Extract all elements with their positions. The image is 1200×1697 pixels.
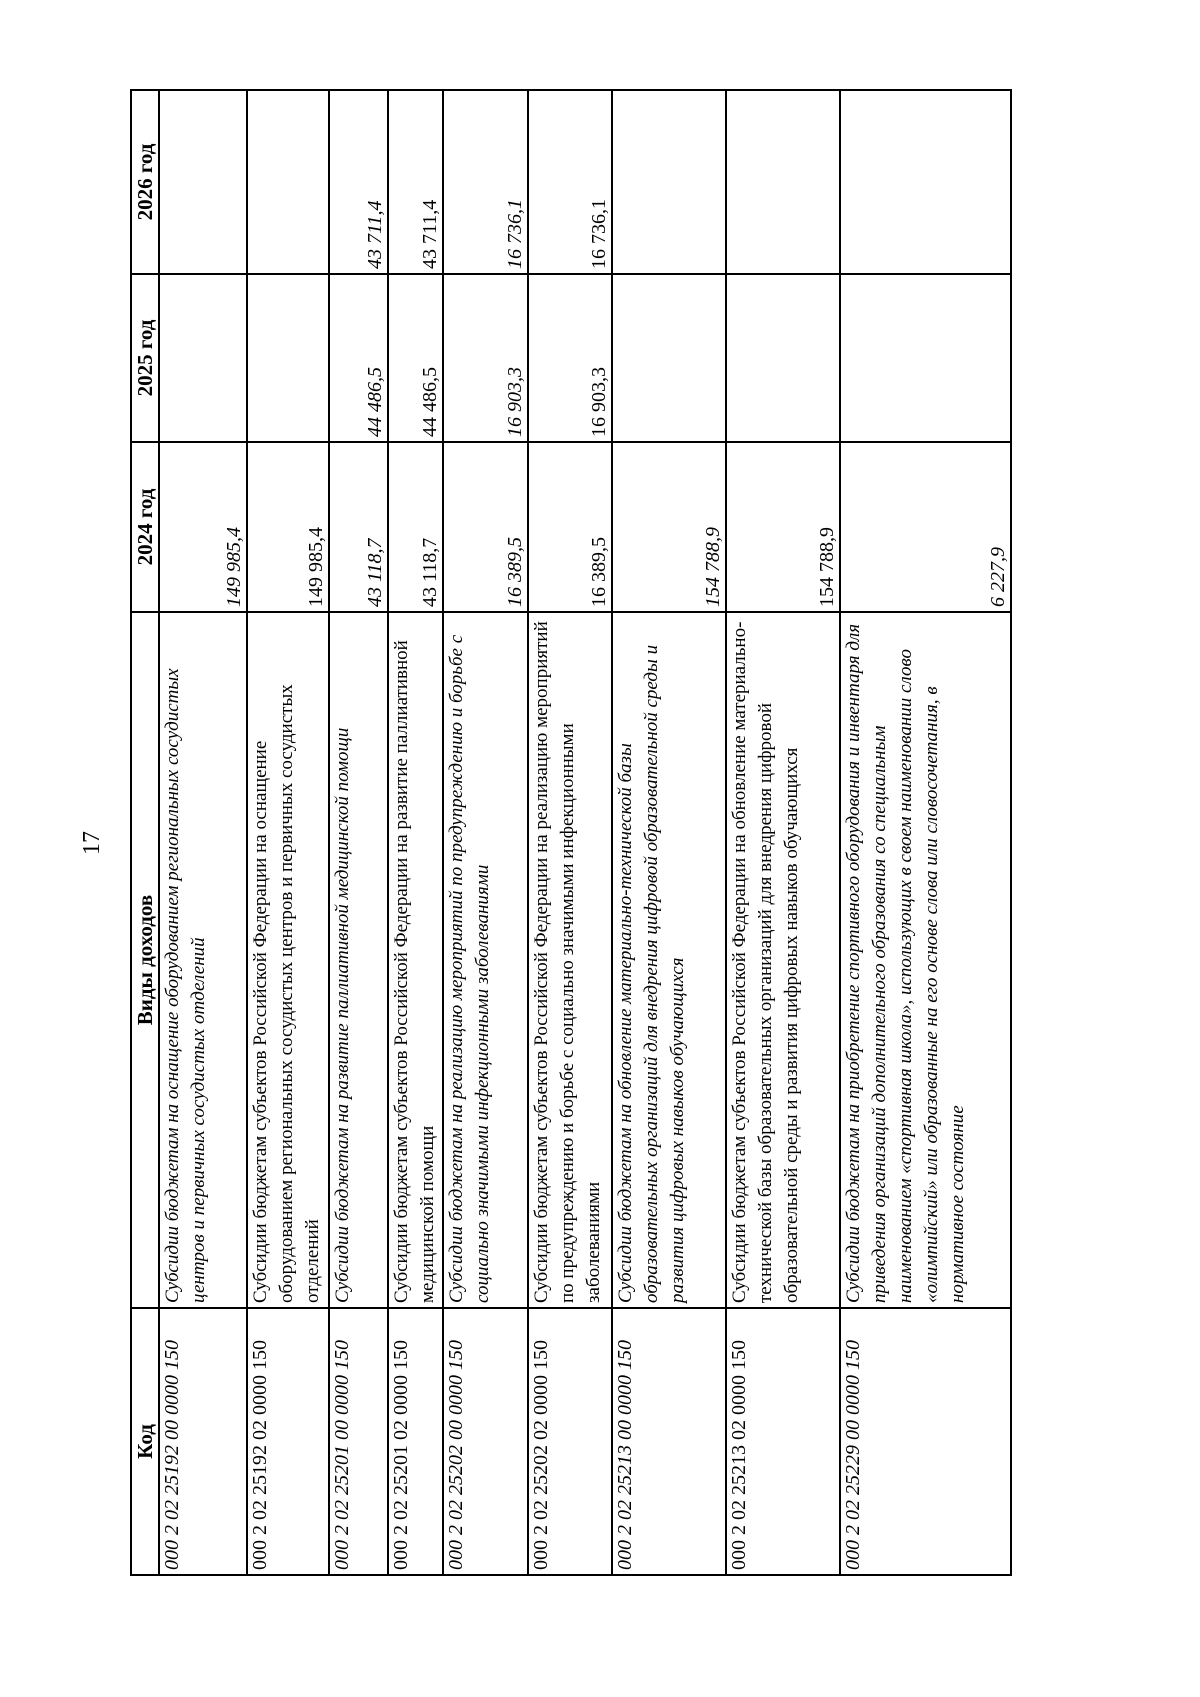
- table-row: [443, 90, 528, 1575]
- row-value-2025: 16 903,3: [443, 274, 528, 442]
- row-value-2025: 44 486,5: [329, 274, 387, 442]
- row-value-2026: [247, 90, 330, 274]
- row-value-2024: 154 788,9: [726, 442, 840, 612]
- row-value-2025: [726, 274, 840, 442]
- row-value-2024: 149 985,4: [159, 442, 247, 612]
- header-code: Код: [131, 1308, 159, 1575]
- rotated-table-container: [130, 91, 1012, 1576]
- header-year-2024: 2024 год: [131, 442, 159, 612]
- row-value-2026: 16 736,1: [528, 90, 613, 274]
- row-code: 000 2 02 25201 00 0000 150: [329, 1308, 387, 1575]
- row-value-2026: [726, 90, 840, 274]
- header-year-2025: 2025 год: [131, 274, 159, 442]
- row-value-2026: [159, 90, 247, 274]
- row-value-2026: 16 736,1: [443, 90, 528, 274]
- row-value-2026: 43 711,4: [329, 90, 387, 274]
- row-code: 000 2 02 25202 00 0000 150: [443, 1308, 528, 1575]
- row-value-2025: [612, 274, 726, 442]
- row-value-2024: 43 118,7: [329, 442, 387, 612]
- row-value-2024: 43 118,7: [388, 442, 443, 612]
- row-value-2025: [840, 274, 1011, 442]
- table-header-row: [131, 90, 159, 1575]
- row-description: Субсидии бюджетам на развитие паллиативной медицинской помощи: [329, 612, 387, 1308]
- table-row: [840, 90, 1011, 1575]
- row-value-2025: [247, 274, 330, 442]
- row-value-2026: 43 711,4: [388, 90, 443, 274]
- row-description: Субсидии бюджетам на приобретение спортивного оборудования и инвентаря для приведения организаций дополнительного образования со специальным наименованием «спортивная школа», использующих в своем наименовании слово «олимпийский» или образованные на его основе слова или словосочетания, в нормативное состояние: [840, 612, 1011, 1308]
- row-value-2024: 154 788,9: [612, 442, 726, 612]
- page-number: 17: [79, 831, 105, 855]
- table-row: [388, 90, 443, 1575]
- row-value-2025: 16 903,3: [528, 274, 613, 442]
- row-code: 000 2 02 25202 02 0000 150: [528, 1308, 613, 1575]
- row-code: 000 2 02 25229 00 0000 150: [840, 1308, 1011, 1575]
- row-description: Субсидии бюджетам субъектов Российской Федерации на развитие паллиативной медицинской помощи: [388, 612, 443, 1308]
- row-description: Субсидии бюджетам субъектов Российской Федерации на оснащение оборудованием региональных сосудистых центров и первичных сосудистых отделений: [247, 612, 330, 1308]
- table-row: [247, 90, 330, 1575]
- row-value-2024: 6 227,9: [840, 442, 1011, 612]
- table-row: [329, 90, 387, 1575]
- row-description: Субсидии бюджетам на реализацию мероприятий по предупреждению и борьбе с социально значимыми инфекционными заболеваниями: [443, 612, 528, 1308]
- row-value-2026: [840, 90, 1011, 274]
- header-description: Виды доходов: [131, 612, 159, 1308]
- row-code: 000 2 02 25213 00 0000 150: [612, 1308, 726, 1575]
- table-row: [726, 90, 840, 1575]
- row-description: Субсидии бюджетам на оснащение оборудованием региональных сосудистых центров и первичных сосудистых отделений: [159, 612, 247, 1308]
- row-value-2025: [159, 274, 247, 442]
- rotated-table-inner: [130, 91, 1012, 1576]
- row-description: Субсидии бюджетам субъектов Российской Федерации на реализацию мероприятий по предупреждению и борьбе с социально значимыми инфекционными заболеваниями: [528, 612, 613, 1308]
- row-value-2026: [612, 90, 726, 274]
- table-row: [159, 90, 247, 1575]
- row-description: Субсидии бюджетам на обновление материально-технической базы образовательных организаций для внедрения цифровой образовательной среды и развития цифровых навыков обучающихся: [612, 612, 726, 1308]
- table-row: [612, 90, 726, 1575]
- table-row: [528, 90, 613, 1575]
- row-code: 000 2 02 25213 02 0000 150: [726, 1308, 840, 1575]
- row-value-2024: 149 985,4: [247, 442, 330, 612]
- row-description: Субсидии бюджетам субъектов Российской Федерации на обновление материально-технической базы образовательных организаций для внедрения цифровой образовательной среды и развития цифровых навыков обучающихся: [726, 612, 840, 1308]
- header-year-2026: 2026 год: [131, 90, 159, 274]
- revenue-table: [130, 89, 1012, 1576]
- row-value-2024: 16 389,5: [443, 442, 528, 612]
- row-code: 000 2 02 25201 02 0000 150: [388, 1308, 443, 1575]
- row-code: 000 2 02 25192 02 0000 150: [247, 1308, 330, 1575]
- row-code: 000 2 02 25192 00 0000 150: [159, 1308, 247, 1575]
- row-value-2024: 16 389,5: [528, 442, 613, 612]
- row-value-2025: 44 486,5: [388, 274, 443, 442]
